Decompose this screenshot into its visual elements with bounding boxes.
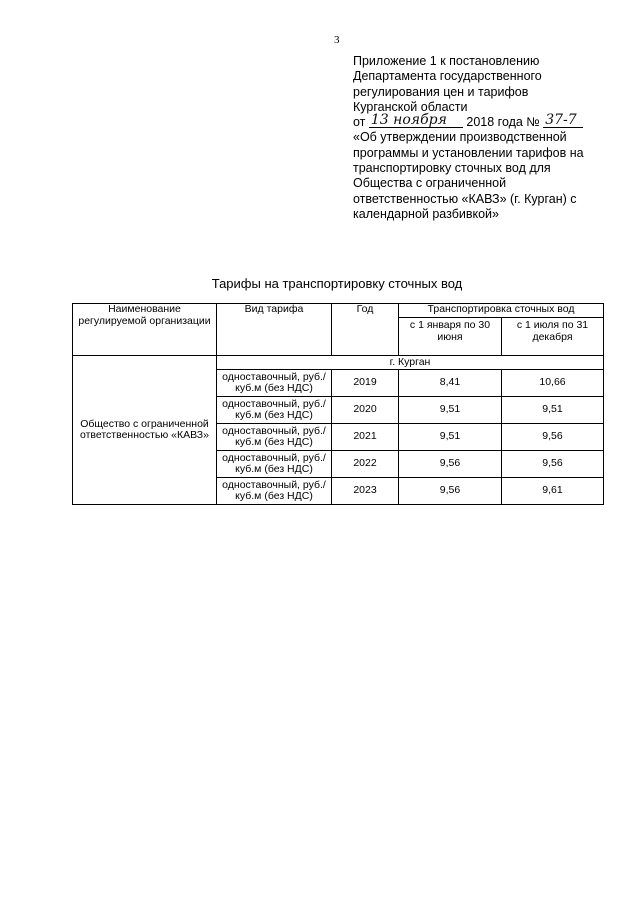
header-year: Год	[332, 304, 399, 356]
header-transport: Транспортировка сточных вод	[399, 304, 604, 318]
annex-line: Курганской области	[353, 99, 468, 114]
annex-subject-line: календарной разбивкой»	[353, 206, 499, 221]
annex-subject-line: «Об утверждении производственной	[353, 130, 567, 145]
table-city-row	[73, 356, 604, 370]
handwritten-number: 37-7	[543, 114, 583, 128]
annex-subject-line: программы и установлении тарифов на	[353, 145, 584, 160]
period1-cell: 9,56	[399, 478, 502, 505]
period2-cell: 9,56	[502, 451, 604, 478]
document-title: Тарифы на транспортировку сточных вод	[211, 276, 463, 291]
tariff-type-cell: одноставочный, руб./куб.м (без НДС)	[217, 478, 332, 505]
handwritten-date: 13 ноября	[369, 114, 463, 128]
tariff-type-cell: одноставочный, руб./куб.м (без НДС)	[217, 397, 332, 424]
period1-cell: 9,51	[399, 397, 502, 424]
tariffs-table	[72, 303, 604, 505]
annex-subject-line: транспортировку сточных вод для	[353, 161, 551, 176]
date-prefix: от	[353, 115, 366, 130]
annex-subject-line: ответственностью «КАВЗ» (г. Курган) с	[353, 191, 577, 206]
organization-cell: Общество с ограниченной ответственностью «КАВЗ»	[73, 356, 217, 505]
city-cell: г. Курган	[217, 356, 604, 370]
table-header-row	[73, 304, 604, 318]
annex-line: регулирования цен и тарифов	[353, 84, 529, 99]
annex-header	[353, 54, 613, 222]
year-cell: 2023	[332, 478, 399, 505]
period2-cell: 10,66	[502, 370, 604, 397]
tariff-type-cell: одноставочный, руб./куб.м (без НДС)	[217, 451, 332, 478]
year-cell: 2022	[332, 451, 399, 478]
period1-cell: 9,51	[399, 424, 502, 451]
header-tariff-type: Вид тарифа	[217, 304, 332, 356]
annex-date-line	[353, 112, 613, 130]
period2-cell: 9,61	[502, 478, 604, 505]
year-cell: 2019	[332, 370, 399, 397]
tariff-type-cell: одноставочный, руб./куб.м (без НДС)	[217, 370, 332, 397]
page-number: 3	[334, 34, 340, 46]
period2-cell: 9,51	[502, 397, 604, 424]
date-suffix: 2018 года №	[466, 115, 540, 130]
period1-cell: 9,56	[399, 451, 502, 478]
header-organization: Наименование регулируемой организации	[73, 304, 217, 356]
tariff-type-cell: одноставочный, руб./куб.м (без НДС)	[217, 424, 332, 451]
header-period2: с 1 июля по 31 декабря	[502, 318, 604, 356]
year-cell: 2020	[332, 397, 399, 424]
annex-line: Приложение 1 к постановлению	[353, 54, 540, 68]
annex-line: Департамента государственного	[353, 69, 542, 84]
year-cell: 2021	[332, 424, 399, 451]
period1-cell: 8,41	[399, 370, 502, 397]
period2-cell: 9,56	[502, 424, 604, 451]
annex-subject-line: Общества с ограниченной	[353, 176, 507, 191]
header-period1: с 1 января по 30 июня	[399, 318, 502, 356]
